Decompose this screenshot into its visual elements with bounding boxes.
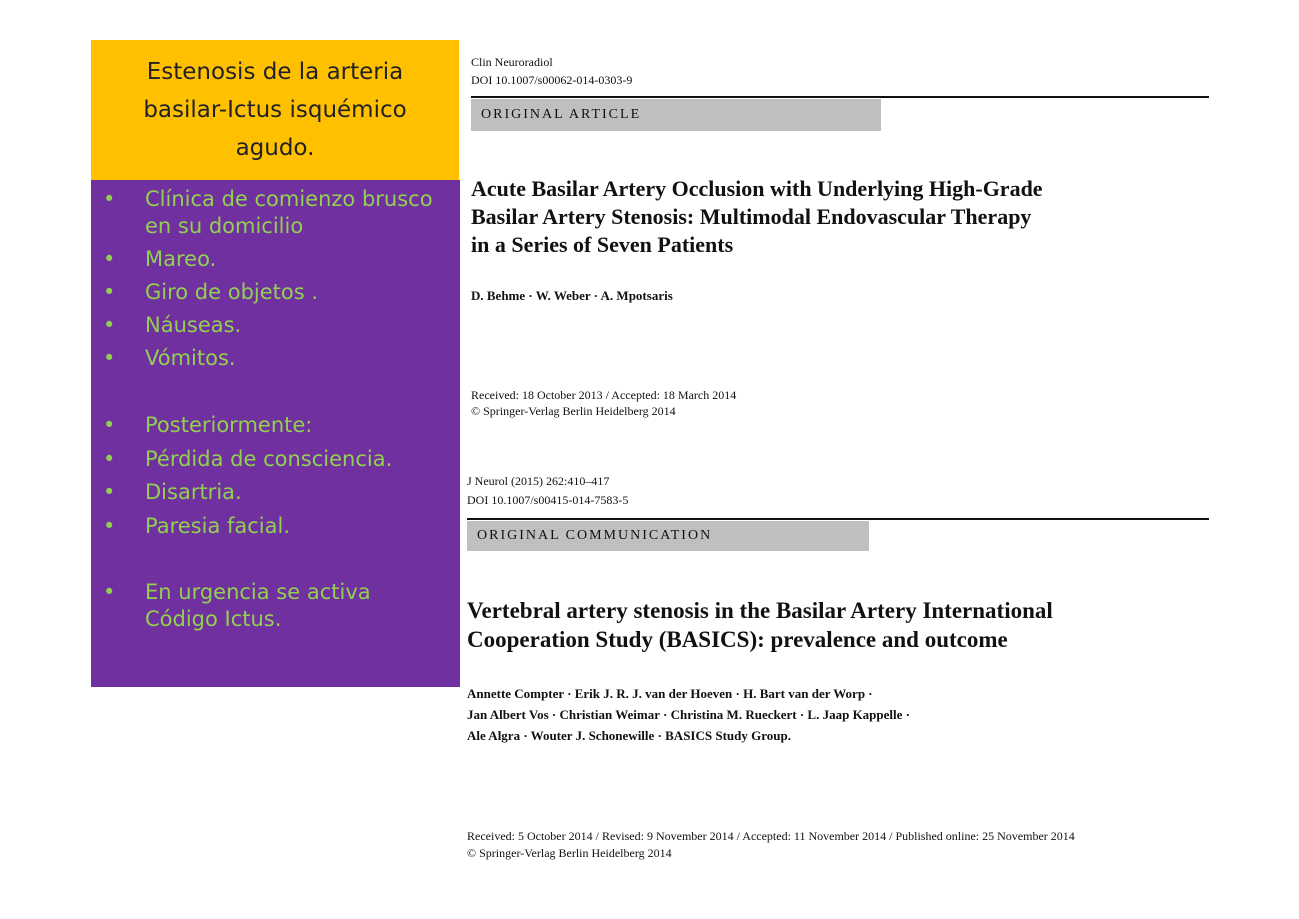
- bullet-icon: •: [103, 346, 116, 370]
- paper-1-rule: [471, 96, 1209, 98]
- list-item-text: Náuseas.: [145, 313, 242, 337]
- paper-2-received: Received: 5 October 2014 / Revised: 9 November 2014 / Accepted: 11 November 2014 / Published online: 25 November 2014: [467, 829, 1075, 843]
- symptom-list-panel: [91, 180, 460, 687]
- paper-1-journal: Clin Neuroradiol: [471, 55, 553, 69]
- paper-2-section-band: [467, 521, 869, 551]
- paper-1-title-line: in a Series of Seven Patients: [471, 232, 734, 257]
- paper-1-title-line: Basilar Artery Stenosis: Multimodal Endovascular Therapy: [471, 204, 1032, 229]
- paper-2-author-line: Annette Compter · Erik J. R. J. van der Hoeven · H. Bart van der Worp ·: [467, 686, 873, 701]
- paper-1-section: ORIGINAL ARTICLE: [481, 107, 642, 122]
- paper-2-rule: [467, 518, 1209, 520]
- paper-2-doi: DOI 10.1007/s00415-014-7583-5: [467, 493, 629, 507]
- bullet-icon: •: [103, 187, 116, 211]
- bullet-icon: •: [103, 580, 116, 604]
- paper-2-authors: [467, 683, 1217, 746]
- paper-2-title-line: Vertebral artery stenosis in the Basilar Artery International: [467, 598, 1053, 623]
- bullet-icon: •: [103, 514, 116, 538]
- paper-2-author-line: Jan Albert Vos · Christian Weimar · Christina M. Rueckert · L. Jaap Kappelle ·: [467, 707, 910, 722]
- paper-1-received: Received: 18 October 2013 / Accepted: 18 March 2014: [471, 388, 737, 402]
- bullet-icon: •: [103, 280, 116, 304]
- paper-2-journal: J Neurol (2015) 262:410–417: [467, 474, 610, 488]
- list-item-text: Mareo.: [145, 247, 217, 271]
- list-item-text: Giro de objetos .: [145, 280, 319, 304]
- slide-title: [91, 40, 459, 180]
- paper-2-author-line: Ale Algra · Wouter J. Schonewille · BASICS Study Group.: [467, 728, 791, 743]
- list-item-text: Posteriormente:: [145, 413, 313, 437]
- bullet-icon: •: [103, 447, 116, 471]
- list-item-text: Clínica de comienzo brusco en su domicilio: [145, 187, 433, 238]
- list-item-text: Paresia facial.: [145, 514, 291, 538]
- paper-1-authors: D. Behme · W. Weber · A. Mpotsaris: [471, 288, 673, 303]
- paper-1-doi: DOI 10.1007/s00062-014-0303-9: [471, 73, 633, 87]
- paper-2-title: [467, 596, 1217, 654]
- bullet-icon: •: [103, 480, 116, 504]
- paper-2-title-line: Cooperation Study (BASICS): prevalence and outcome: [467, 627, 1008, 652]
- slide-title-text: Estenosis de la arteria basilar-Ictus isquémico agudo.: [143, 59, 407, 161]
- bullet-icon: •: [103, 247, 116, 271]
- list-item-text: Disartria.: [145, 480, 242, 504]
- list-item-text: Pérdida de consciencia.: [145, 447, 393, 471]
- paper-1-section-band: [471, 99, 881, 131]
- paper-1-copyright: © Springer-Verlag Berlin Heidelberg 2014: [471, 404, 676, 418]
- paper-1-header: [460, 40, 1220, 442]
- bullet-icon: •: [103, 313, 116, 337]
- paper-2-copyright: © Springer-Verlag Berlin Heidelberg 2014: [467, 846, 672, 860]
- paper-2-header: [460, 466, 1220, 866]
- list-item-text: En urgencia se activa Código Ictus.: [145, 580, 371, 631]
- bullet-icon: •: [103, 413, 116, 437]
- paper-1-title-line: Acute Basilar Artery Occlusion with Underlying High-Grade: [471, 176, 1043, 201]
- list-item-text: Vómitos.: [145, 346, 236, 370]
- paper-2-section: ORIGINAL COMMUNICATION: [477, 528, 713, 543]
- paper-1-title: [471, 175, 1211, 259]
